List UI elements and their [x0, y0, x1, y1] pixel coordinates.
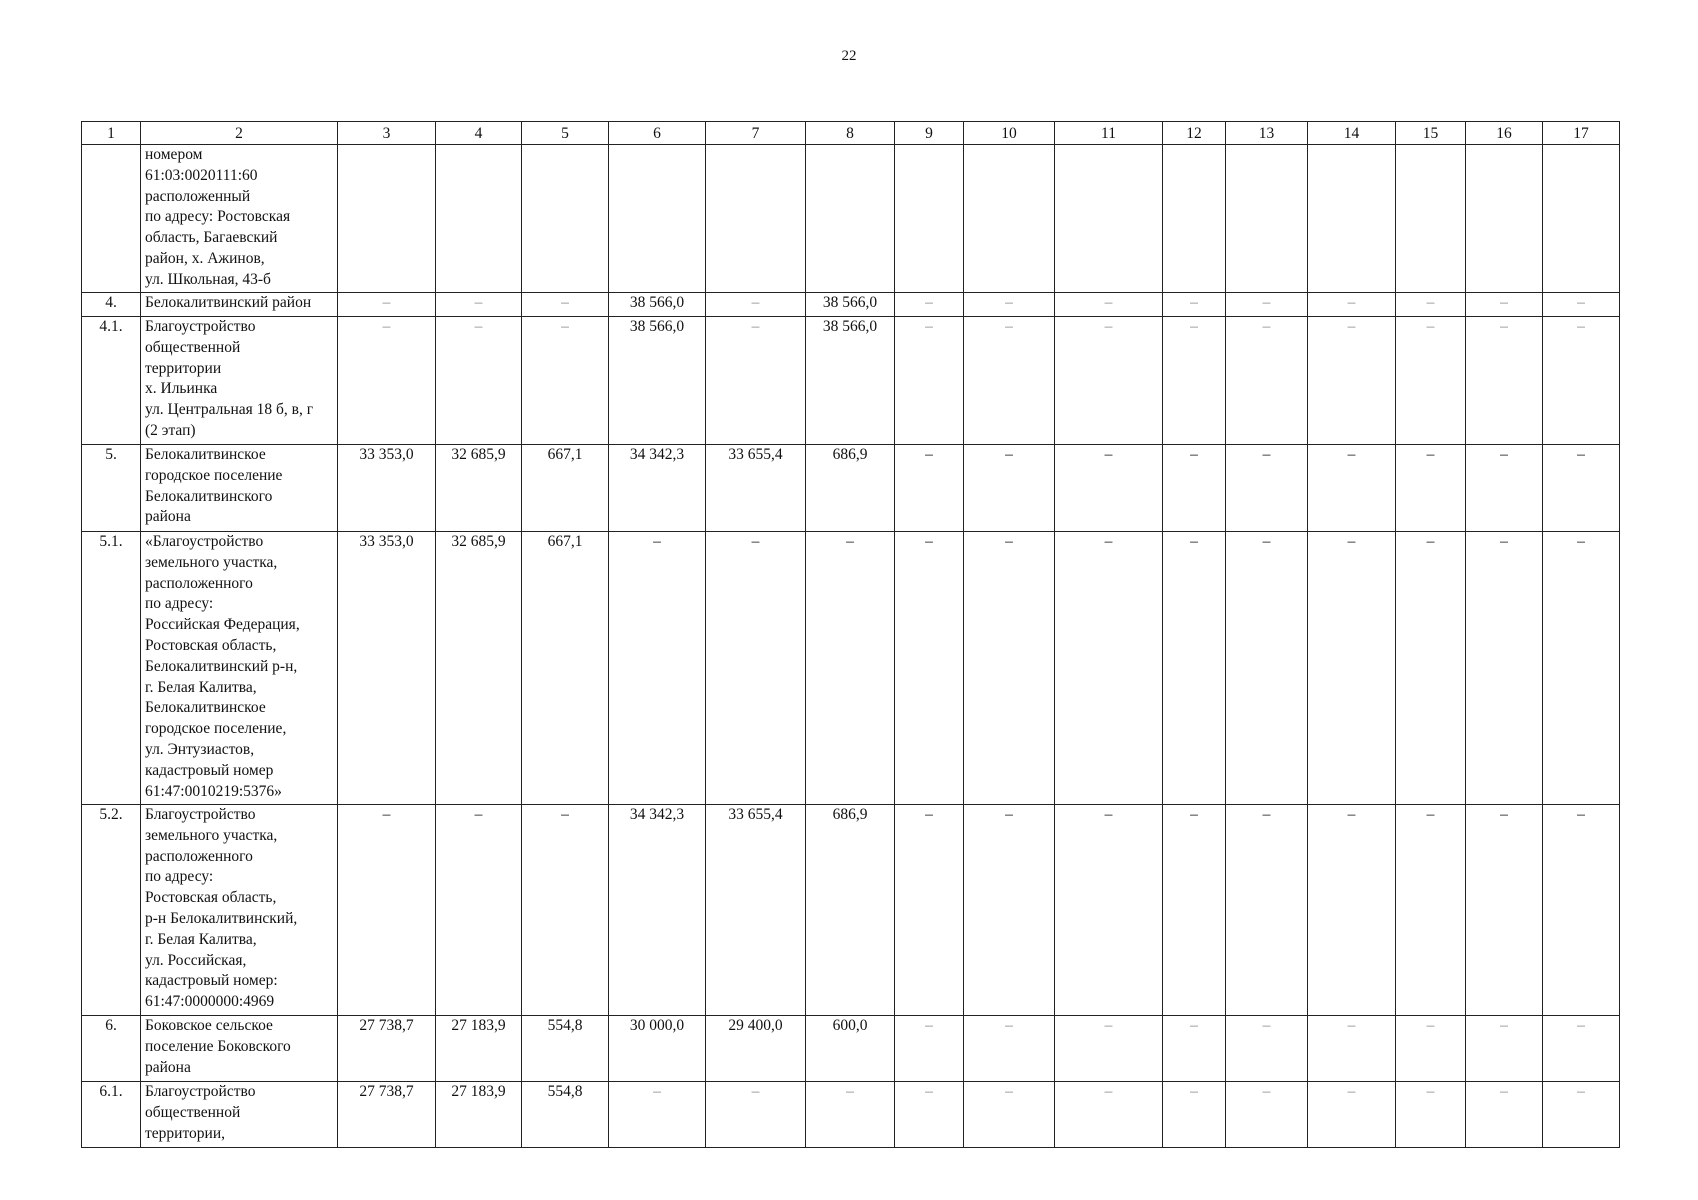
cell-col-15: – — [1396, 1082, 1466, 1148]
cell-col-9: – — [895, 317, 964, 445]
cell-col-13: – — [1226, 532, 1308, 805]
table-row — [82, 145, 1620, 293]
cell-col-3: – — [338, 317, 436, 445]
cell-col-11: – — [1055, 805, 1163, 1016]
column-number: 11 — [1055, 122, 1163, 145]
cell-col-5: – — [522, 317, 609, 445]
cell-col-5: 667,1 — [522, 445, 609, 532]
cell-col-14 — [1308, 145, 1396, 293]
column-number: 2 — [141, 122, 338, 145]
cell-col-3: 33 353,0 — [338, 445, 436, 532]
cell-col-6: – — [609, 1082, 706, 1148]
cell-col-15: – — [1396, 317, 1466, 445]
cell-col-8: 38 566,0 — [806, 293, 895, 317]
cell-col-10: – — [964, 317, 1055, 445]
column-number: 9 — [895, 122, 964, 145]
cell-col-8: – — [806, 1082, 895, 1148]
cell-col-16: – — [1466, 1082, 1543, 1148]
cell-col-9: – — [895, 532, 964, 805]
cell-col-14: – — [1308, 1016, 1396, 1082]
cell-col-11: – — [1055, 293, 1163, 317]
row-name: Белокалитвинский район — [141, 293, 338, 317]
cell-col-10: – — [964, 1082, 1055, 1148]
budget-table — [81, 121, 1620, 1148]
cell-col-15: – — [1396, 293, 1466, 317]
cell-col-14: – — [1308, 445, 1396, 532]
cell-col-6: 38 566,0 — [609, 293, 706, 317]
cell-col-17: – — [1543, 805, 1620, 1016]
cell-col-9: – — [895, 1082, 964, 1148]
cell-col-16: – — [1466, 805, 1543, 1016]
cell-col-16: – — [1466, 532, 1543, 805]
cell-col-6 — [609, 145, 706, 293]
cell-col-5: 554,8 — [522, 1016, 609, 1082]
cell-col-3: 27 738,7 — [338, 1016, 436, 1082]
cell-col-9: – — [895, 805, 964, 1016]
column-number: 5 — [522, 122, 609, 145]
row-number: 4. — [82, 293, 141, 317]
cell-col-8 — [806, 145, 895, 293]
cell-col-8: 38 566,0 — [806, 317, 895, 445]
page-number: 22 — [841, 48, 857, 64]
row-name: Белокалитвинское городское поселение Белокалитвинского района — [141, 445, 338, 532]
cell-col-4: 27 183,9 — [436, 1016, 522, 1082]
cell-col-11: – — [1055, 1082, 1163, 1148]
cell-col-11: – — [1055, 1016, 1163, 1082]
cell-col-12: – — [1163, 445, 1226, 532]
cell-col-17: – — [1543, 317, 1620, 445]
cell-col-14: – — [1308, 532, 1396, 805]
cell-col-9: – — [895, 1016, 964, 1082]
cell-col-12: – — [1163, 1082, 1226, 1148]
cell-col-11: – — [1055, 317, 1163, 445]
cell-col-17: – — [1543, 1082, 1620, 1148]
cell-col-7: 33 655,4 — [706, 805, 806, 1016]
cell-col-17 — [1543, 145, 1620, 293]
table-row — [82, 1082, 1620, 1148]
cell-col-10 — [964, 145, 1055, 293]
cell-col-7: – — [706, 1082, 806, 1148]
cell-col-15: – — [1396, 445, 1466, 532]
cell-col-4: 27 183,9 — [436, 1082, 522, 1148]
cell-col-10: – — [964, 532, 1055, 805]
cell-col-4: 32 685,9 — [436, 445, 522, 532]
row-name: Благоустройство общественной территории, — [141, 1082, 338, 1148]
cell-col-13 — [1226, 145, 1308, 293]
cell-col-9: – — [895, 445, 964, 532]
table-row — [82, 1016, 1620, 1082]
row-number: 6.1. — [82, 1082, 141, 1148]
column-number: 3 — [338, 122, 436, 145]
cell-col-12: – — [1163, 1016, 1226, 1082]
cell-col-5: 667,1 — [522, 532, 609, 805]
cell-col-10: – — [964, 445, 1055, 532]
cell-col-3: – — [338, 293, 436, 317]
cell-col-3: 33 353,0 — [338, 532, 436, 805]
cell-col-9: – — [895, 293, 964, 317]
cell-col-15: – — [1396, 532, 1466, 805]
column-number: 4 — [436, 122, 522, 145]
column-number: 15 — [1396, 122, 1466, 145]
cell-col-10: – — [964, 1016, 1055, 1082]
cell-col-17: – — [1543, 445, 1620, 532]
cell-col-6: 38 566,0 — [609, 317, 706, 445]
row-number: 6. — [82, 1016, 141, 1082]
row-number: 5.1. — [82, 532, 141, 805]
cell-col-16 — [1466, 145, 1543, 293]
cell-col-12: – — [1163, 805, 1226, 1016]
table-row — [82, 317, 1620, 445]
table-row — [82, 805, 1620, 1016]
cell-col-13: – — [1226, 1082, 1308, 1148]
cell-col-5: – — [522, 293, 609, 317]
column-number: 8 — [806, 122, 895, 145]
cell-col-9 — [895, 145, 964, 293]
row-number: 4.1. — [82, 317, 141, 445]
cell-col-6: 30 000,0 — [609, 1016, 706, 1082]
cell-col-16: – — [1466, 293, 1543, 317]
cell-col-8: 686,9 — [806, 805, 895, 1016]
cell-col-13: – — [1226, 317, 1308, 445]
cell-col-15 — [1396, 145, 1466, 293]
cell-col-4 — [436, 145, 522, 293]
column-number: 12 — [1163, 122, 1226, 145]
cell-col-7: – — [706, 293, 806, 317]
cell-col-7: – — [706, 532, 806, 805]
cell-col-7: 29 400,0 — [706, 1016, 806, 1082]
row-name: Боковское сельское поселение Боковского района — [141, 1016, 338, 1082]
cell-col-7: – — [706, 317, 806, 445]
cell-col-14: – — [1308, 1082, 1396, 1148]
table-row — [82, 293, 1620, 317]
cell-col-7: 33 655,4 — [706, 445, 806, 532]
table-row — [82, 445, 1620, 532]
cell-col-13: – — [1226, 445, 1308, 532]
cell-col-11: – — [1055, 532, 1163, 805]
column-number: 7 — [706, 122, 806, 145]
cell-col-4: – — [436, 317, 522, 445]
cell-col-12 — [1163, 145, 1226, 293]
cell-col-12: – — [1163, 293, 1226, 317]
table-row — [82, 532, 1620, 805]
cell-col-10: – — [964, 805, 1055, 1016]
column-number: 6 — [609, 122, 706, 145]
row-name: Благоустройство земельного участка, расположенного по адресу: Ростовская область, р-н Белокалитвинский, г. Белая Калитва, ул. Российская, кадастровый номер: 61:47:0000000:4969 — [141, 805, 338, 1016]
cell-col-16: – — [1466, 1016, 1543, 1082]
cell-col-17: – — [1543, 293, 1620, 317]
cell-col-15: – — [1396, 1016, 1466, 1082]
column-number: 10 — [964, 122, 1055, 145]
cell-col-14: – — [1308, 317, 1396, 445]
cell-col-12: – — [1163, 532, 1226, 805]
cell-col-11 — [1055, 145, 1163, 293]
cell-col-16: – — [1466, 317, 1543, 445]
row-number — [82, 145, 141, 293]
cell-col-4: 32 685,9 — [436, 532, 522, 805]
row-number: 5. — [82, 445, 141, 532]
cell-col-13: – — [1226, 805, 1308, 1016]
column-number: 1 — [82, 122, 141, 145]
cell-col-3 — [338, 145, 436, 293]
column-number: 14 — [1308, 122, 1396, 145]
row-name: номером 61:03:0020111:60 расположенный по адресу: Ростовская область, Багаевский район, х. Ажинов, ул. Школьная, 43-б — [141, 145, 338, 293]
column-number: 13 — [1226, 122, 1308, 145]
cell-col-5 — [522, 145, 609, 293]
cell-col-8: – — [806, 532, 895, 805]
cell-col-11: – — [1055, 445, 1163, 532]
cell-col-3: – — [338, 805, 436, 1016]
cell-col-10: – — [964, 293, 1055, 317]
cell-col-12: – — [1163, 317, 1226, 445]
cell-col-17: – — [1543, 532, 1620, 805]
cell-col-8: 686,9 — [806, 445, 895, 532]
cell-col-6: 34 342,3 — [609, 805, 706, 1016]
cell-col-13: – — [1226, 293, 1308, 317]
cell-col-13: – — [1226, 1016, 1308, 1082]
cell-col-17: – — [1543, 1016, 1620, 1082]
cell-col-6: – — [609, 532, 706, 805]
row-name: «Благоустройство земельного участка, расположенного по адресу: Российская Федерация, Ростовская область, Белокалитвинский р-н, г. Белая Калитва, Белокалитвинское городское поселение, ул. Энтузиастов, кадастровый номер 61:47:0010219:5376» — [141, 532, 338, 805]
cell-col-4: – — [436, 293, 522, 317]
cell-col-14: – — [1308, 805, 1396, 1016]
cell-col-15: – — [1396, 805, 1466, 1016]
cell-col-16: – — [1466, 445, 1543, 532]
row-number: 5.2. — [82, 805, 141, 1016]
column-number: 17 — [1543, 122, 1620, 145]
cell-col-8: 600,0 — [806, 1016, 895, 1082]
row-name: Благоустройство общественной территории х. Ильинка ул. Центральная 18 б, в, г (2 этап) — [141, 317, 338, 445]
cell-col-3: 27 738,7 — [338, 1082, 436, 1148]
cell-col-5: 554,8 — [522, 1082, 609, 1148]
cell-col-14: – — [1308, 293, 1396, 317]
cell-col-7 — [706, 145, 806, 293]
cell-col-4: – — [436, 805, 522, 1016]
column-number: 16 — [1466, 122, 1543, 145]
cell-col-6: 34 342,3 — [609, 445, 706, 532]
column-number-row — [82, 122, 1620, 145]
cell-col-5: – — [522, 805, 609, 1016]
